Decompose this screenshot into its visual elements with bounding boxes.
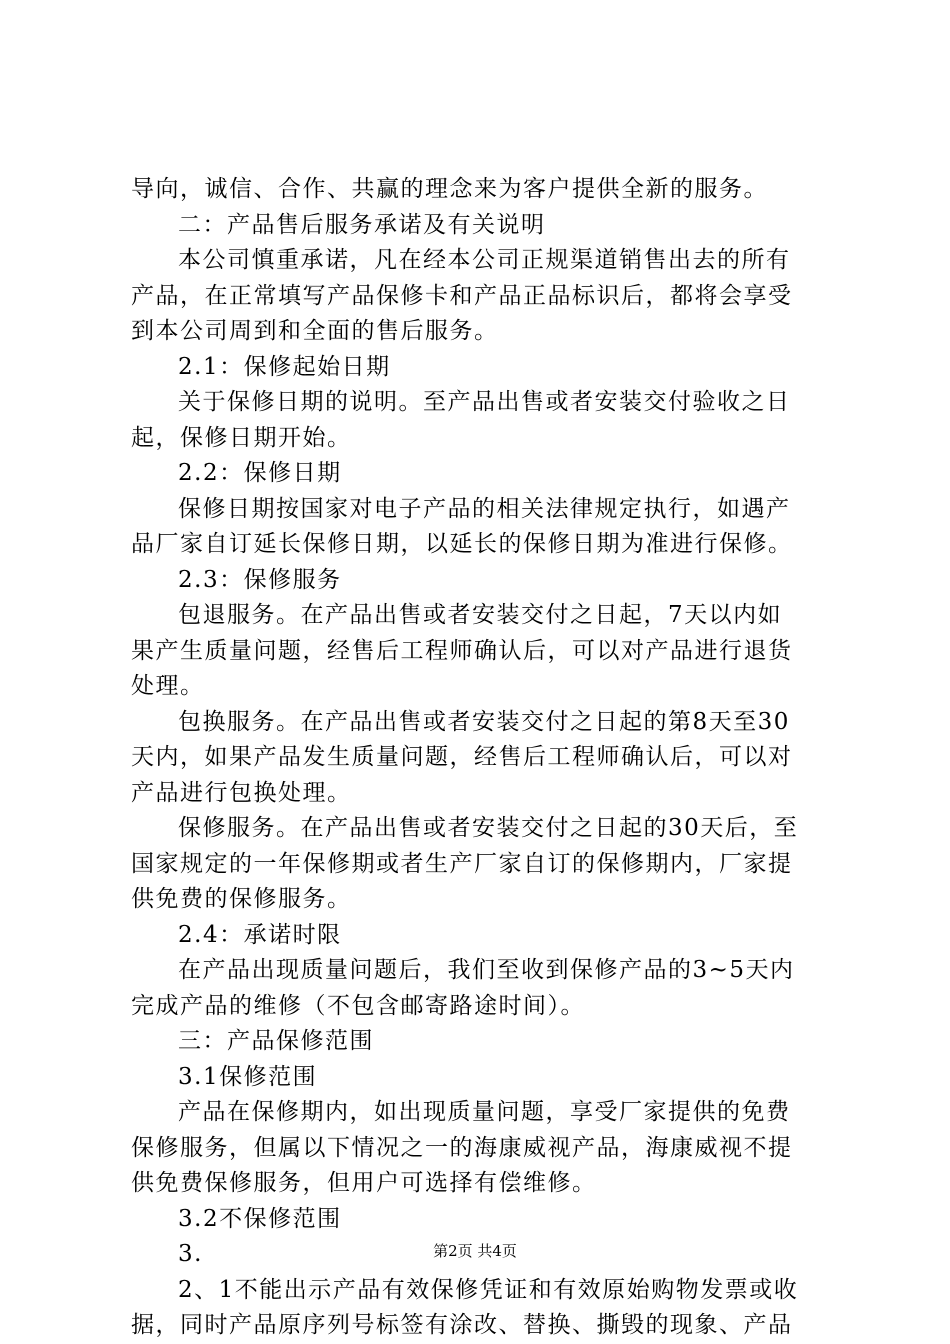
text-line: 供免费保修服务，但用户可选择有偿维修。 [131, 1170, 597, 1196]
page-footer: 第2页 共4页 [433, 1242, 517, 1260]
text-line: 3.1保修范围 [178, 1063, 318, 1090]
text-line: 据，同时产品原序列号标签有涂改、替换、撕毁的现象、产品 [131, 1312, 793, 1338]
document-body [131, 172, 830, 1344]
text-line: 包换服务。在产品出售或者安装交付之日起的第8天至30 [178, 708, 790, 735]
text-line: 果产生质量问题，经售后工程师确认后，可以对产品进行退货 [131, 637, 793, 664]
text-line: 保修服务，但属以下情况之一的海康威视产品，海康威视不提 [131, 1134, 793, 1161]
text-line: 关于保修日期的说明。至产品出售或者安装交付验收之日 [178, 389, 791, 415]
text-line: 二：产品售后服务承诺及有关说明 [178, 211, 546, 238]
text-line: 在产品出现质量问题后，我们至收到保修产品的3~5天内 [178, 957, 795, 983]
text-line: 处理。 [131, 673, 205, 699]
text-line: 2.1：保修起始日期 [178, 353, 391, 380]
text-line: 3.2不保修范围 [178, 1205, 342, 1232]
text-line: 起，保修日期开始。 [131, 424, 352, 451]
text-line: 包退服务。在产品出售或者安装交付之日起，7天以内如 [178, 602, 783, 628]
text-line: 保修日期按国家对电子产品的相关法律规定执行，如遇产 [178, 495, 791, 522]
text-line: 三：产品保修范围 [178, 1028, 374, 1054]
text-line: 导向，诚信、合作、共赢的理念来为客户提供全新的服务。 [131, 176, 768, 202]
text-line: 到本公司周到和全面的售后服务。 [131, 318, 499, 344]
text-line: 2、1不能出示产品有效保修凭证和有效原始购物发票或收 [178, 1276, 799, 1303]
text-line: 2.2：保修日期 [178, 460, 342, 486]
text-line: 本公司慎重承诺，凡在经本公司正规渠道销售出去的所有 [178, 247, 791, 273]
text-line: 2.4：承诺时限 [178, 921, 342, 948]
text-line: 3. [178, 1241, 203, 1267]
text-line: 品厂家自订延长保修日期，以延长的保修日期为准进行保修。 [131, 531, 793, 557]
text-line: 供免费的保修服务。 [131, 886, 352, 912]
text-line: 2.3：保修服务 [178, 566, 342, 593]
text-line: 产品进行包换处理。 [131, 779, 352, 806]
text-line: 产品，在正常填写产品保修卡和产品正品标识后，都将会享受 [131, 282, 793, 309]
text-line: 天内，如果产品发生质量问题，经售后工程师确认后，可以对 [131, 744, 793, 770]
text-line: 保修服务。在产品出售或者安装交付之日起的30天后，至 [178, 815, 799, 841]
text-line: 国家规定的一年保修期或者生产厂家自订的保修期内，厂家提 [131, 850, 793, 877]
text-line: 产品在保修期内，如出现质量问题，享受厂家提供的免费 [178, 1099, 791, 1125]
text-line: 完成产品的维修（不包含邮寄路途时间）。 [131, 992, 585, 1019]
